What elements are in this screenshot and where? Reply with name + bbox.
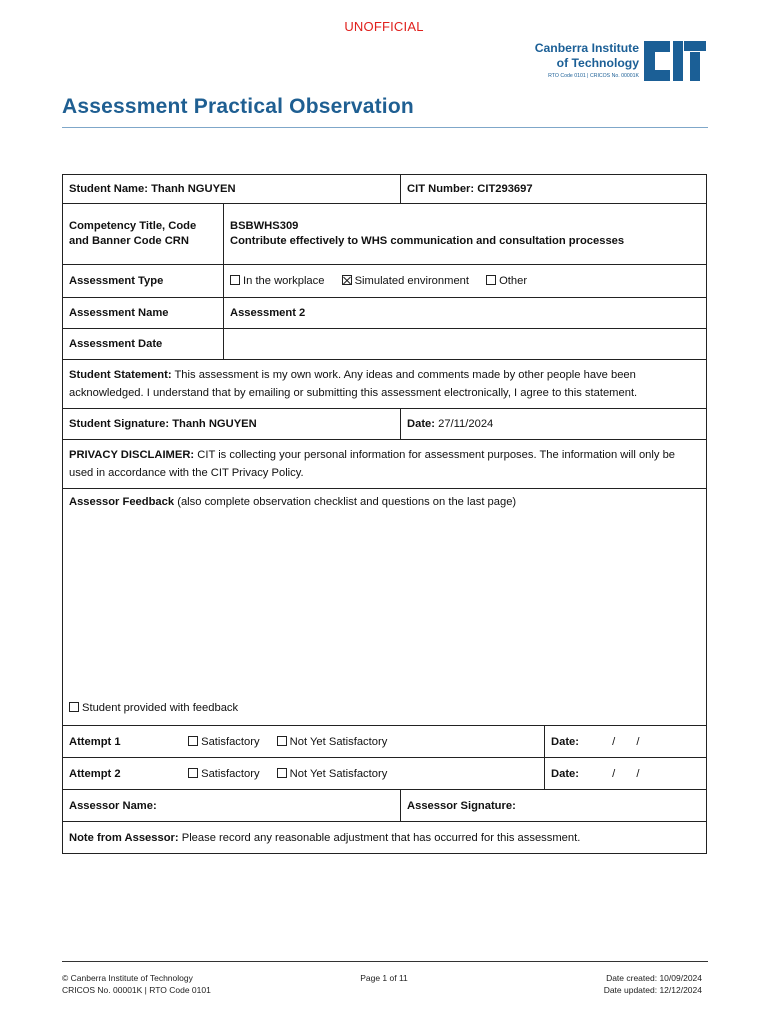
date-label: Date: bbox=[407, 418, 435, 430]
date-value: 27/11/2024 bbox=[438, 418, 494, 430]
note-row bbox=[63, 822, 707, 854]
assessor-name-label: Assessor Name: bbox=[69, 799, 157, 812]
statement-label: Student Statement: bbox=[69, 369, 172, 381]
checkbox-attempt-1-satisfactory[interactable] bbox=[188, 736, 198, 746]
footer-date-created: Date created: 10/09/2024 bbox=[606, 973, 702, 983]
cit-number-value: CIT293697 bbox=[477, 183, 533, 195]
assessment-date-row bbox=[63, 329, 707, 360]
logo-line2: of Technology bbox=[556, 56, 639, 70]
cit-number-cell[interactable] bbox=[401, 175, 707, 204]
logo-text bbox=[527, 41, 639, 80]
logo-small-text: RTO Code 0101 | CRICOS No. 00001K bbox=[548, 73, 639, 79]
assessor-note bbox=[63, 822, 707, 854]
attempt-1-not-yet[interactable]: Not Yet Satisfactory bbox=[277, 733, 388, 751]
attempt-2-date-slots: / / bbox=[612, 767, 640, 780]
student-row bbox=[63, 175, 707, 204]
assessor-row bbox=[63, 790, 707, 822]
student-statement bbox=[63, 360, 707, 409]
option-simulated-environment[interactable]: Simulated environment bbox=[342, 272, 469, 290]
student-name-cell[interactable] bbox=[63, 175, 401, 204]
page-number: Page 1 of 11 bbox=[360, 973, 408, 983]
assessment-name-field[interactable]: Assessment 2 bbox=[224, 298, 707, 329]
footer-copyright: © Canberra Institute of Technology bbox=[62, 973, 193, 983]
attempt-2-date-label: Date: bbox=[551, 767, 579, 780]
assessment-type-options bbox=[224, 265, 707, 298]
note-text: Please record any reasonable adjustment that has occurred for this assessment. bbox=[181, 831, 581, 844]
assessor-name-field[interactable] bbox=[63, 790, 401, 822]
option-in-workplace[interactable]: In the workplace bbox=[230, 272, 324, 290]
competency-row bbox=[63, 204, 707, 265]
attempt-2-date-field[interactable] bbox=[545, 758, 707, 790]
attempt-2-satisfactory[interactable]: Satisfactory bbox=[188, 765, 259, 783]
checkbox-attempt-2-satisfactory[interactable] bbox=[188, 768, 198, 778]
footer-cricos: CRICOS No. 00001K | RTO Code 0101 bbox=[62, 985, 211, 995]
signature-value: Thanh NGUYEN bbox=[172, 418, 257, 430]
competency-title: Contribute effectively to WHS communication and consultation processes bbox=[230, 235, 625, 247]
student-statement-row bbox=[63, 360, 707, 409]
attempt-2-not-yet[interactable]: Not Yet Satisfactory bbox=[277, 765, 388, 783]
checkbox-simulated-environment[interactable] bbox=[342, 275, 352, 285]
attempt-1-date-field[interactable] bbox=[545, 726, 707, 758]
cit-logo bbox=[527, 41, 709, 81]
attempt-1-options bbox=[63, 726, 545, 758]
checkbox-in-workplace[interactable] bbox=[230, 275, 240, 285]
student-name-label: Student Name: bbox=[69, 183, 148, 195]
student-signature-cell[interactable] bbox=[63, 409, 401, 440]
competency-cell[interactable] bbox=[224, 204, 707, 265]
attempt-1-date-slots: / / bbox=[612, 735, 640, 748]
statement-text: This assessment is my own work. Any ideas and comments made by other people have been acknowledged. I understand that by emailing or submitting this assessment electronically, I agree to this statement. bbox=[69, 369, 638, 399]
checkbox-attempt-1-not-yet[interactable] bbox=[277, 736, 287, 746]
cit-logo-mark bbox=[644, 41, 706, 81]
footer-divider bbox=[62, 961, 708, 962]
feedback-note: (also complete observation checklist and questions on the last page) bbox=[177, 496, 517, 508]
feedback-label: Assessor Feedback bbox=[69, 496, 175, 508]
checkbox-other[interactable] bbox=[486, 275, 496, 285]
cit-number-label: CIT Number: bbox=[407, 183, 475, 195]
assessment-date-label: Assessment Date bbox=[63, 329, 224, 360]
attempt-1-date-label: Date: bbox=[551, 735, 579, 748]
footer-date-updated: Date updated: 12/12/2024 bbox=[603, 985, 702, 995]
title-divider bbox=[62, 127, 708, 128]
assessment-type-label: Assessment Type bbox=[63, 265, 224, 298]
note-label: Note from Assessor: bbox=[69, 831, 179, 844]
attempt-2-options bbox=[63, 758, 545, 790]
page-title: Assessment Practical Observation bbox=[62, 95, 414, 118]
competency-code: BSBWHS309 bbox=[230, 220, 299, 232]
feedback-provided-option[interactable]: Student provided with feedback bbox=[69, 699, 238, 717]
privacy-label: PRIVACY DISCLAIMER: bbox=[69, 449, 195, 461]
assessor-feedback-field[interactable] bbox=[63, 489, 707, 726]
competency-label: Competency Title, Code and Banner Code CRN bbox=[63, 204, 224, 265]
attempt-1-satisfactory[interactable]: Satisfactory bbox=[188, 733, 259, 751]
signature-date-cell[interactable] bbox=[401, 409, 707, 440]
unofficial-banner: UNOFFICIAL bbox=[344, 19, 424, 34]
option-other[interactable]: Other bbox=[486, 272, 527, 290]
student-name-value: Thanh NGUYEN bbox=[151, 183, 236, 195]
assessment-name-label: Assessment Name bbox=[63, 298, 224, 329]
feedback-row bbox=[63, 489, 707, 726]
assessment-form-body bbox=[62, 174, 707, 854]
attempt-1-label: Attempt 1 bbox=[69, 735, 121, 748]
privacy-disclaimer bbox=[63, 440, 707, 489]
attempt-2-label: Attempt 2 bbox=[69, 767, 121, 780]
assessment-date-field[interactable] bbox=[224, 329, 707, 360]
assessment-name-row bbox=[63, 298, 707, 329]
signature-label: Student Signature: bbox=[69, 418, 170, 430]
privacy-text: CIT is collecting your personal information for assessment purposes. The information will only be used in accordance with the CIT Privacy Policy. bbox=[69, 449, 676, 479]
footer-right bbox=[604, 972, 702, 996]
signature-row bbox=[63, 409, 707, 440]
attempt-1-row bbox=[63, 726, 707, 758]
logo-line1: Canberra Institute bbox=[534, 41, 639, 55]
assessment-type-row bbox=[63, 265, 707, 298]
attempt-2-row bbox=[63, 758, 707, 790]
assessor-signature-label: Assessor Signature: bbox=[407, 799, 516, 812]
checkbox-feedback-provided[interactable] bbox=[69, 702, 79, 712]
assessor-signature-field[interactable] bbox=[401, 790, 707, 822]
privacy-row bbox=[63, 440, 707, 489]
checkbox-attempt-2-not-yet[interactable] bbox=[277, 768, 287, 778]
